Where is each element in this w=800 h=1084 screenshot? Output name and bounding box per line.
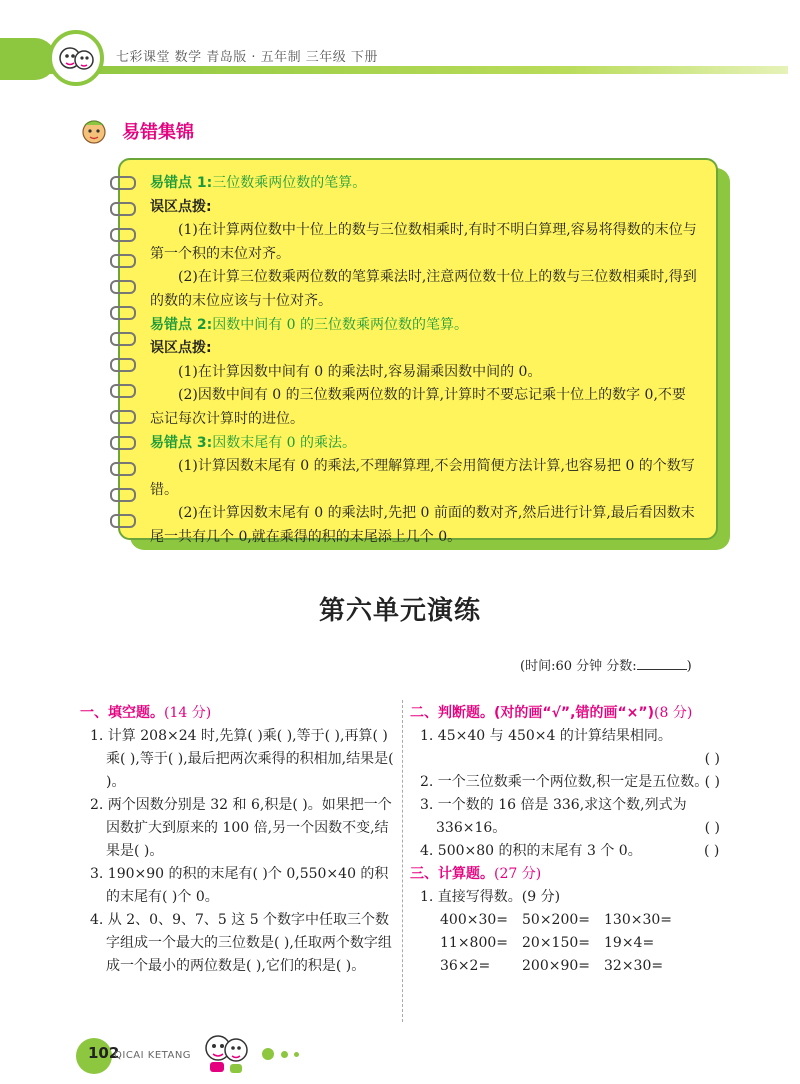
ring-icon: [110, 176, 136, 190]
notebook-content: [150, 172, 698, 550]
ring-icon: [110, 514, 136, 528]
ring-icon: [110, 332, 136, 346]
answer-paren[interactable]: ( ): [704, 774, 720, 790]
ring-icon: [110, 280, 136, 294]
point-text: 三位数乘两位数的笔算。: [212, 175, 367, 191]
footer-brand: QICAI KETANG: [114, 1050, 192, 1061]
heading-points: (8 分): [654, 705, 693, 721]
calc-item: 50×200=: [522, 912, 590, 928]
right-column: [410, 702, 728, 978]
ring-icon: [110, 358, 136, 372]
character-icon: [76, 116, 112, 148]
section-title: 易错集锦: [122, 122, 194, 143]
calc-item: 130×30=: [604, 912, 672, 928]
calc-item: 11×800=: [440, 935, 508, 951]
judge-3: 3. 一个数的 16 倍是 336,求这个数,列式为 336×16。: [420, 797, 687, 836]
page-number: 102: [88, 1044, 120, 1062]
mascot-logo-icon: [48, 30, 104, 86]
calc-section-heading: [410, 863, 728, 886]
point-label: 易错点 2:: [150, 316, 213, 333]
heading-text: 三、计算题。: [410, 866, 494, 882]
calc-item: 20×150=: [522, 935, 590, 951]
judge-1: 1. 45×40 与 450×4 的计算结果相同。: [420, 728, 672, 744]
answer-paren[interactable]: ( ): [704, 820, 720, 836]
footer-dot: [281, 1051, 288, 1058]
error-point-2: [150, 314, 698, 338]
ring-icon: [110, 384, 136, 398]
tip-heading: 误区点拨:: [150, 198, 212, 215]
tip-paragraph: (1)在计算因数中间有 0 的乘法时,容易漏乘因数中间的 0。: [178, 363, 542, 380]
error-point-3: [150, 432, 698, 456]
tip-paragraph: (1)在计算两位数中十位上的数与三位数相乘时,有时不明白算理,容易将得数的末位与第一个积的末位对齐。: [150, 222, 697, 262]
answer-paren[interactable]: ( ): [704, 751, 720, 767]
heading-text: 二、判断题。(对的画“√”,错的画“×”): [410, 705, 654, 721]
answer-paren[interactable]: ( ): [704, 843, 720, 859]
tip-paragraph: (1)计算因数末尾有 0 的乘法,不理解算理,不会用简便方法计算,也容易把 0 的个数写错。: [150, 458, 695, 498]
ring-icon: [110, 462, 136, 476]
ring-icon: [110, 488, 136, 502]
calc-item: 400×30=: [440, 912, 508, 928]
tip-heading: 误区点拨:: [150, 340, 212, 357]
heading-points: (14 分): [164, 705, 212, 721]
judge-section-heading: [410, 702, 728, 725]
calc-item: 200×90=: [522, 958, 590, 974]
error-point-1: [150, 172, 698, 196]
time-score-line: [520, 655, 692, 674]
unit-title: 第六单元演练: [318, 596, 481, 626]
ring-icon: [110, 202, 136, 216]
judge-2: 2. 一个三位数乘一个两位数,积一定是五位数。: [420, 774, 709, 790]
calc-item: 19×4=: [604, 935, 655, 951]
calc-item: 32×30=: [604, 958, 664, 974]
time-label: (时间:60 分钟 分数:: [520, 659, 637, 674]
calc-question-1: 1. 直接写得数。(9 分): [420, 889, 561, 905]
ring-icon: [110, 254, 136, 268]
point-text: 因数中间有 0 的三位数乘两位数的笔算。: [212, 316, 469, 333]
point-label: 易错点 3:: [150, 434, 213, 451]
ring-icon: [110, 228, 136, 242]
point-text: 因数末尾有 0 的乘法。: [212, 434, 357, 451]
score-blank[interactable]: [637, 657, 687, 670]
calc-grid: [410, 909, 728, 978]
heading-text: 一、填空题。: [80, 705, 164, 721]
fill-section-heading: [80, 702, 394, 725]
tip-paragraph: (2)在计算因数末尾有 0 的乘法时,先把 0 前面的数对齐,然后进行计算,最后看因数末尾一共有几个 0,就在乘得的积的末尾添上几个 0。: [150, 505, 695, 545]
question-3: 3. 190×90 的积的末尾有( )个 0,550×40 的积的末尾有( )个 0。: [90, 866, 389, 905]
footer-dot: [294, 1052, 299, 1057]
point-label: 易错点 1:: [150, 175, 213, 191]
judge-4-text: 4. 500×80 的积的末尾有 3 个 0。: [420, 843, 642, 859]
judge-4: [410, 840, 728, 863]
ring-icon: [110, 306, 136, 320]
ring-icon: [110, 410, 136, 424]
heading-points: (27 分): [494, 866, 542, 882]
header-band: [40, 66, 788, 74]
tip-paragraph: (2)因数中间有 0 的三位数乘两位数的计算,计算时不要忘记乘十位上的数字 0,不要忘记每次计算时的进位。: [150, 387, 686, 427]
ring-icon: [110, 436, 136, 450]
time-end: ): [686, 659, 692, 674]
question-1: 1. 计算 208×24 时,先算( )乘( ),等于( ),再算( )乘( ),等于( ),最后把两次乘得的积相加,结果是( )。: [90, 728, 394, 790]
footer-mascot-icon: [196, 1026, 256, 1078]
tip-paragraph: (2)在计算三位数乘两位数的笔算乘法时,注意两位数十位上的数与三位数相乘时,得到的数的末位应该与十位对齐。: [150, 269, 697, 309]
calc-item: 36×2=: [440, 958, 491, 974]
question-4: 4. 从 2、0、9、7、5 这 5 个数字中任取三个数字组成一个最大的三位数是( ),任取两个数字组成一个最小的两位数是( ),它们的积是( )。: [90, 912, 392, 974]
left-column: [80, 702, 394, 978]
question-2: 2. 两个因数分别是 32 和 6,积是( )。如果把一个因数扩大到原来的 100 倍,另一个因数不变,结果是( )。: [90, 797, 392, 859]
header-title: 七彩课堂 数学 青岛版 · 五年制 三年级 下册: [116, 50, 378, 65]
footer-dot: [262, 1048, 274, 1060]
column-divider: [402, 700, 403, 1022]
